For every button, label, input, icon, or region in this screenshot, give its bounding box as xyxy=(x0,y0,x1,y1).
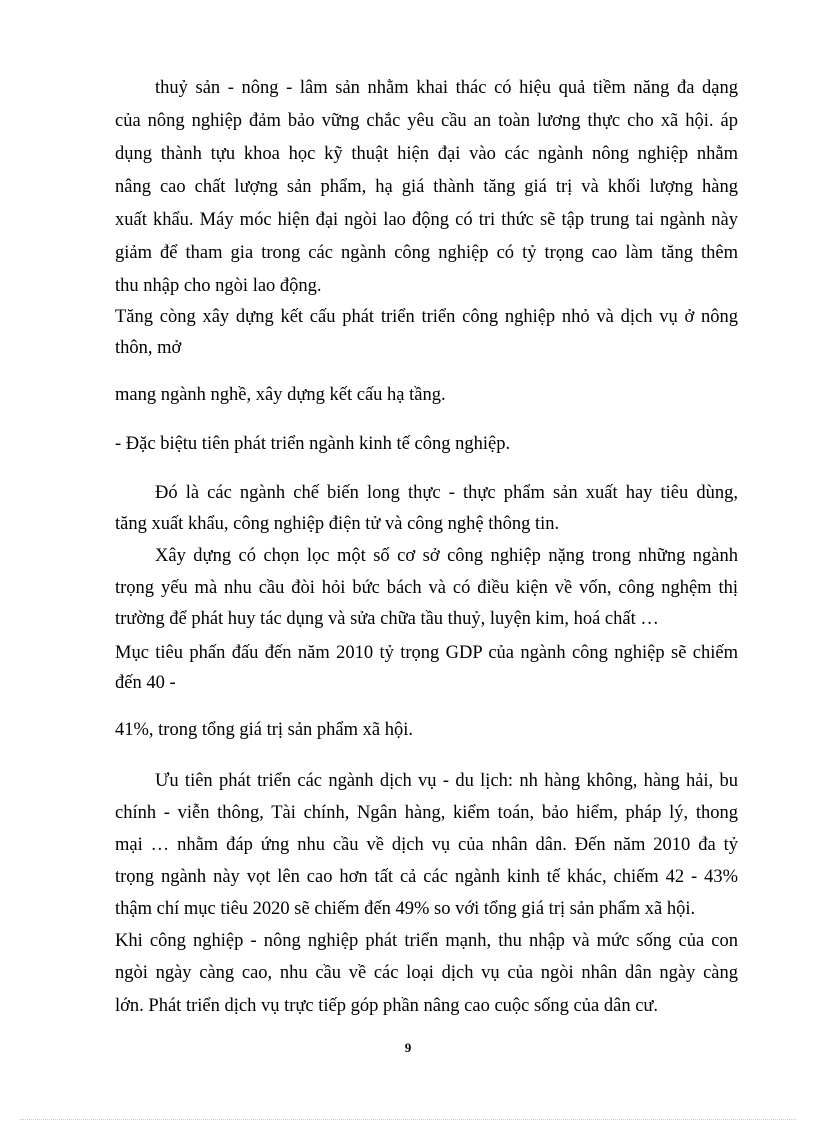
text-line: trường để phát huy tác dụng và sửa chữa tầu thuỷ, luyện kim, hoá chất … xyxy=(115,609,659,629)
text-line: Xây dựng có chọn lọc một số cơ sở công nghiệp nặng trong những ngành xyxy=(155,546,738,566)
text-line: nâng cao chất lượng sản phẩm, hạ giá thành tăng giá trị và khối lượng hàng xyxy=(115,177,738,197)
text-line: của nông nghiệp đảm bảo vững chắc yêu cầu an toàn lương thực cho xã hội. áp xyxy=(115,111,738,131)
text-line: tăng xuất khẩu, công nghiệp điện tử và công nghệ thông tin. xyxy=(115,514,560,534)
text-line: Đó là các ngành chế biến long thực - thực phẩm sản xuất hay tiêu dùng, xyxy=(155,483,738,503)
text-line: Tăng còng xây dựng kết cấu phát triển triển công nghiệp nhỏ và dịch vụ ở nông xyxy=(115,307,738,327)
text-line: trọng yếu mà nhu cầu đòi hỏi bức bách và có điều kiện về vốn, công nghệm thị xyxy=(115,578,738,598)
text-line: giảm để tham gia trong các ngành công nghiệp có tỷ trọng cao làm tăng thêm xyxy=(115,243,738,263)
text-line: Ưu tiên phát triển các ngành dịch vụ - du lịch: nh hàng không, hàng hải, bu xyxy=(155,771,738,791)
text-line: Mục tiêu phấn đấu đến năm 2010 tỷ trọng GDP của ngành công nghiệp sẽ chiếm xyxy=(115,643,738,663)
text-line: thậm chí mục tiêu 2020 sẽ chiếm đến 49% so với tổng giá trị sản phẩm xã hội. xyxy=(115,899,696,919)
text-line: trọng ngành này vọt lên cao hơn tất cả các ngành kinh tế khác, chiếm 42 - 43% xyxy=(115,867,738,887)
page-break-divider xyxy=(20,1119,796,1120)
text-line: thu nhập cho ngòi lao động. xyxy=(115,276,322,296)
text-line: đến 40 - xyxy=(115,673,176,693)
text-line: ngòi ngày càng cao, nhu cầu về các loại dịch vụ của ngòi nhân dân ngày càng xyxy=(115,963,738,983)
text-line: mại … nhằm đáp ứng nhu cầu về dịch vụ của nhân dân. Đến năm 2010 đa tỷ xyxy=(115,835,738,855)
text-line: dụng thành tựu khoa học kỹ thuật hiện đại vào các ngành nông nghiệp nhằm xyxy=(115,144,738,164)
page-number: 9 xyxy=(404,1040,412,1055)
text-line: xuất khẩu. Máy móc hiện đại ngòi lao động có tri thức sẽ tập trung tai ngành này xyxy=(115,210,738,230)
text-line: mang ngành nghề, xây dựng kết cấu hạ tầng. xyxy=(115,385,446,405)
text-line: thôn, mở xyxy=(115,338,182,358)
text-line: thuỷ sản - nông - lâm sản nhằm khai thác có hiệu quả tiềm năng đa dạng xyxy=(155,78,738,98)
text-line: chính - viễn thông, Tài chính, Ngân hàng, kiểm toán, bảo hiểm, pháp lý, thong xyxy=(115,803,738,823)
text-line: Khi công nghiệp - nông nghiệp phát triển mạnh, thu nhập và mức sống của con xyxy=(115,931,738,951)
text-line: lớn. Phát triển dịch vụ trực tiếp góp phần nâng cao cuộc sống của dân cư. xyxy=(115,996,659,1016)
text-line: 41%, trong tổng giá trị sản phẩm xã hội. xyxy=(115,720,414,740)
text-line: - Đặc biệtu tiên phát triển ngành kinh tế công nghiệp. xyxy=(115,434,511,454)
